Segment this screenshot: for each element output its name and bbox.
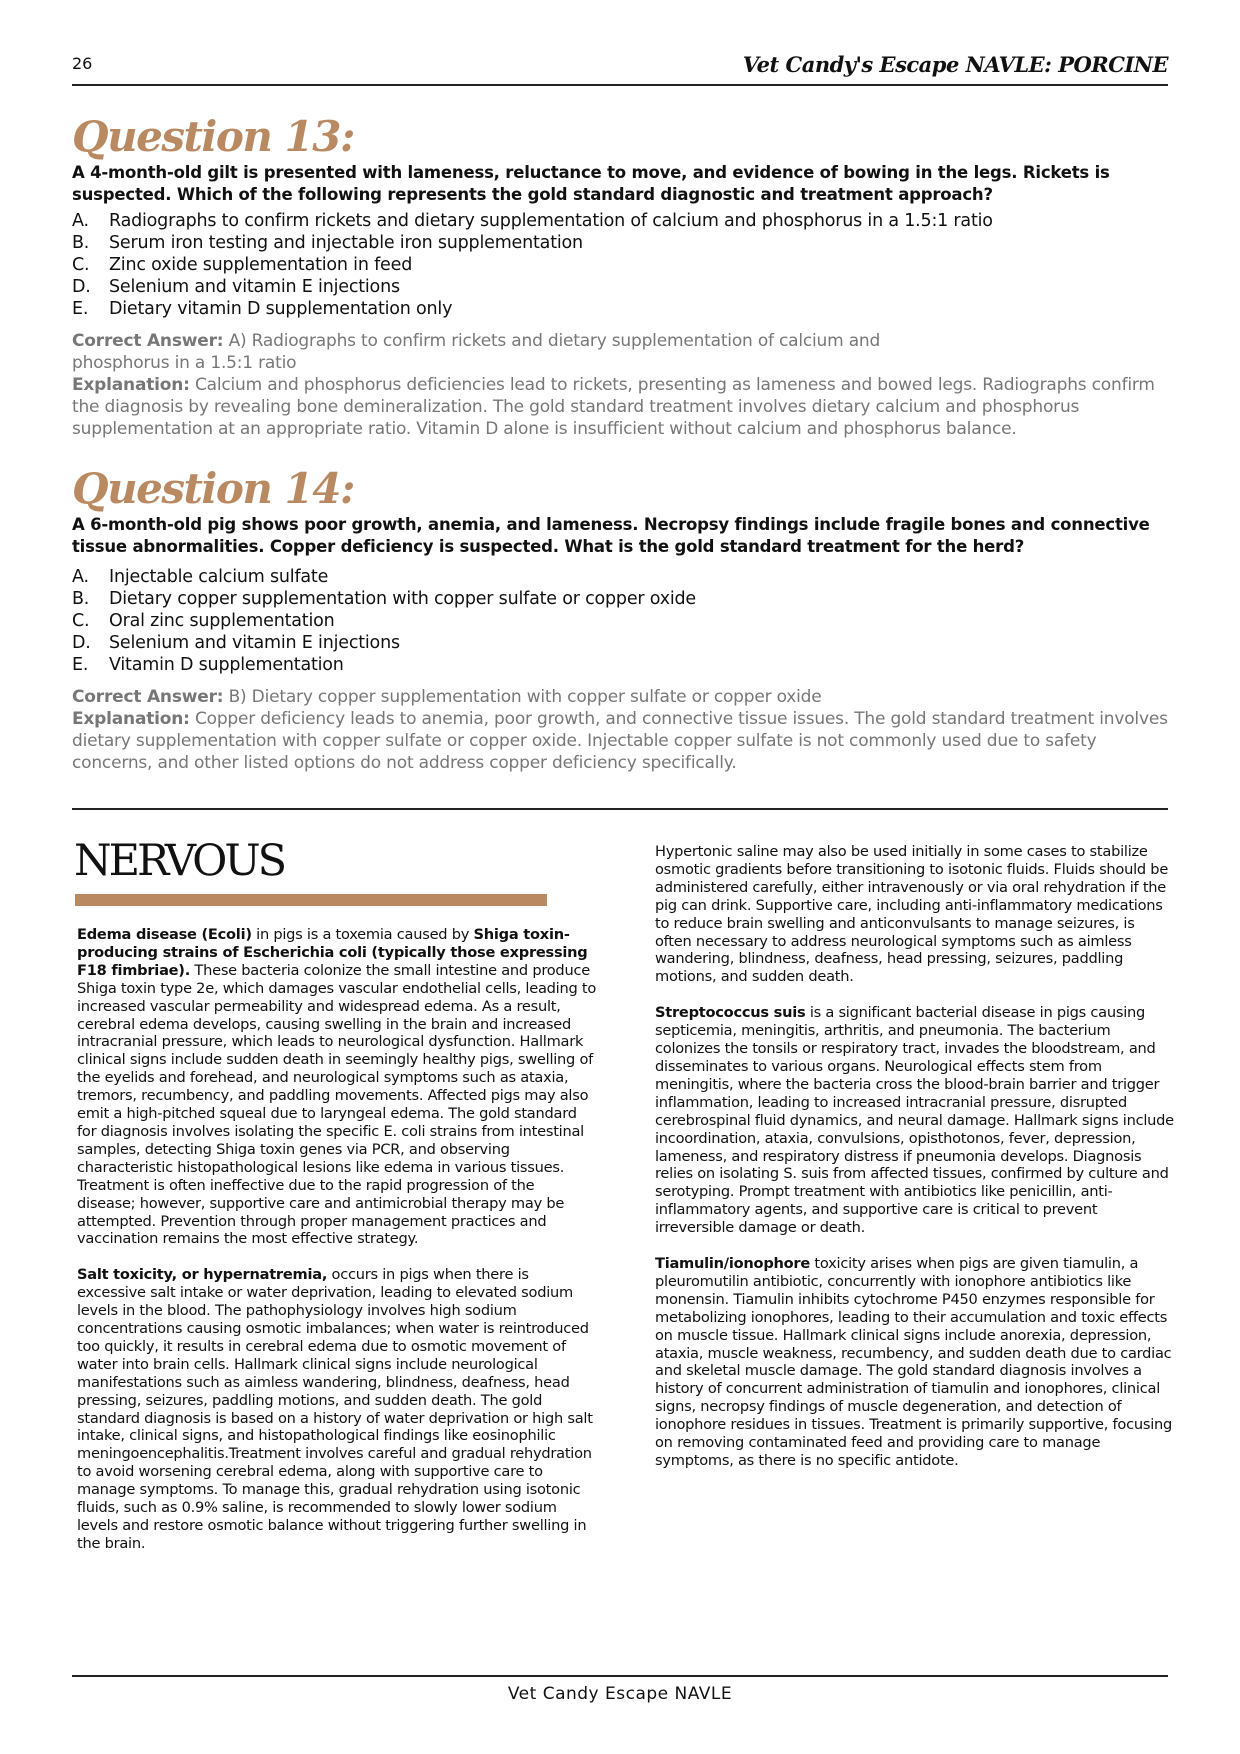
- explanation: Explanation: Calcium and phosphorus deficiencies lead to rickets, presenting as lameness and bowed legs. Radiographs confirm the diagnosis by revealing bone demineralization. The gold standard treatment involves dietary calcium and phosphorus supplementation at an appropriate ratio. Vitamin D alone is insufficient without calcium and phosphorus balance.: [72, 375, 1155, 439]
- correct-answer: Correct Answer: B) Dietary copper supplementation with copper sulfate or copper oxide: [72, 687, 822, 707]
- page-header: [72, 52, 1168, 86]
- option-b: B. Dietary copper supplementation with copper sulfate or copper oxide: [72, 589, 697, 609]
- option-a: A. Radiographs to confirm rickets and dietary supplementation of calcium and phosphorus in a 1.5:1 ratio: [72, 211, 993, 231]
- left-column: [77, 926, 597, 1571]
- book-title: Vet Candy's Escape NAVLE: PORCINE: [742, 52, 1168, 77]
- question-stem: A 4-month-old gilt is presented with lameness, reluctance to move, and evidence of bowing in the legs. Rickets is suspected. Which of the following represents the gold standard diagnostic and treatment approach?: [72, 163, 1110, 204]
- footer-text: Vet Candy Escape NAVLE: [507, 1684, 733, 1704]
- strep-suis-paragraph: Streptococcus suis is a significant bacterial disease in pigs causing septicemia, meningitis, arthritis, and pneumonia. The bacterium colonizes the tonsils or respiratory tract, invades the bloodstream, and disseminates to various organs. Neurological effects stem from meningitis, where the bacteria cross the blood-brain barrier and trigger inflammation, leading to increased intracranial pressure, disrupted cerebrospinal fluid dynamics, and neural damage. Hallmark signs include incoordination, ataxia, convulsions, opisthotonos, fever, depression, lameness, and respiratory distress if pneumonia develops. Diagnosis relies on isolating S. suis from affected tissues, confirmed by culture and serotyping. Prompt treatment with antibiotics like penicillin, anti-inflammatory agents, and supportive care is critical to prevent irreversible damage or death.: [655, 1004, 1174, 1237]
- right-column: [655, 843, 1175, 1488]
- option-b: B. Serum iron testing and injectable iron supplementation: [72, 233, 583, 253]
- question-title: Question 13:: [72, 112, 354, 161]
- answer-options: [72, 566, 1168, 676]
- question-title: Question 14:: [72, 464, 354, 513]
- page-number: 26: [72, 54, 93, 73]
- answer-options: [72, 210, 1168, 320]
- question-14: [72, 464, 1168, 774]
- tiamulin-paragraph: Tiamulin/ionophore toxicity arises when pigs are given tiamulin, a pleuromutilin antibiotic, concurrently with ionophore antibiotics like monensin. Tiamulin inhibits cytochrome P450 enzymes responsible for metabolizing ionophores, leading to their accumulation and toxic effects on muscle tissue. Hallmark clinical signs include anorexia, depression, ataxia, muscle weakness, recumbency, and sudden death due to cardiac and skeletal muscle damage. The gold standard diagnosis involves a history of concurrent administration of tiamulin and ionophores, clinical signs, necropsy findings of muscle degeneration, and detection of ionophore residues in tissues. Treatment is primarily supportive, focusing on removing contaminated feed and providing care to manage symptoms, as there is no specific antidote.: [655, 1255, 1173, 1469]
- question-13: [72, 112, 1168, 440]
- option-d: D. Selenium and vitamin E injections: [72, 277, 400, 297]
- option-a: A. Injectable calcium sulfate: [72, 567, 329, 587]
- option-e: E. Dietary vitamin D supplementation only: [72, 299, 453, 319]
- salt-toxicity-paragraph: Salt toxicity, or hypernatremia, occurs in pigs when there is excessive salt intake or water deprivation, leading to elevated sodium levels in the blood. The pathophysiology involves high sodium concentrations causing osmotic imbalances; when water is reintroduced too quickly, it results in cerebral edema due to osmotic movement of water into brain cells. Hallmark clinical signs include neurological manifestations such as aimless wandering, blindness, deafness, head pressing, seizures, paddling motions, and sudden death. The gold standard diagnosis is based on a history of water deprivation or high salt intake, clinical signs, and histopathological findings like eosinophilic meningoencephalitis.Treatment involves careful and gradual rehydration to avoid worsening cerebral edema, along with supportive care to manage symptoms. To manage this, gradual rehydration using isotonic fluids, such as 0.9% saline, is recommended to slowly lower sodium levels and restore osmotic balance without triggering further swelling in the brain.: [77, 1266, 593, 1552]
- section-title: NERVOUS: [74, 836, 285, 886]
- section-divider: [72, 808, 1168, 810]
- option-e: E. Vitamin D supplementation: [72, 655, 344, 675]
- correct-answer: Correct Answer: A) Radiographs to confirm rickets and dietary supplementation of calcium and phosphorus in a 1.5:1 ratio: [72, 331, 881, 373]
- section-accent-bar: [75, 894, 547, 906]
- explanation: Explanation: Copper deficiency leads to anemia, poor growth, and connective tissue issues. The gold standard treatment involves dietary supplementation with copper sulfate or copper oxide. Injectable copper sulfate is not commonly used due to safety concerns, and other listed options do not address copper deficiency specifically.: [72, 709, 1168, 773]
- edema-disease-paragraph: Edema disease (Ecoli) in pigs is a toxemia caused by Shiga toxin-producing strains of Escherichia coli (typically those expressing F18 fimbriae). These bacteria colonize the small intestine and produce Shiga toxin type 2e, which damages vascular endothelial cells, leading to increased vascular permeability and widespread edema. As a result, cerebral edema develops, causing swelling in the brain and increased intracranial pressure, which leads to neurological dysfunction. Hallmark clinical signs include sudden death in seemingly healthy pigs, swelling of the eyelids and forehead, and neurological symptoms such as ataxia, tremors, recumbency, and paddling movements. Affected pigs may also emit a high-pitched squeal due to laryngeal edema. The gold standard for diagnosis involves isolating the specific E. coli strains from intestinal samples, detecting Shiga toxin genes via PCR, and observing characteristic histopathological lesions like edema in various tissues. Treatment is often ineffective due to the rapid progression of the disease; however, supportive care and antimicrobial therapy may be attempted. Prevention through proper management practices and vaccination remains the most effective strategy.: [77, 926, 597, 1248]
- option-d: D. Selenium and vitamin E injections: [72, 633, 400, 653]
- footer-rule: [72, 1675, 1168, 1677]
- option-c: C. Zinc oxide supplementation in feed: [72, 255, 413, 275]
- option-c: C. Oral zinc supplementation: [72, 611, 335, 631]
- salt-toxicity-continued: Hypertonic saline may also be used initially in some cases to stabilize osmotic gradients before transitioning to isotonic fluids. Fluids should be administered carefully, either intravenously or via oral rehydration if the pig can drink. Supportive care, including anti-inflammatory medications to reduce brain swelling and anticonvulsants to manage seizures, is often necessary to address neurological symptoms such as aimless wandering, blindness, deafness, head pressing, seizures, paddling motions, and sudden death.: [655, 843, 1169, 986]
- question-stem: A 6-month-old pig shows poor growth, anemia, and lameness. Necropsy findings include fragile bones and connective tissue abnormalities. Copper deficiency is suspected. What is the gold standard treatment for the herd?: [72, 515, 1150, 556]
